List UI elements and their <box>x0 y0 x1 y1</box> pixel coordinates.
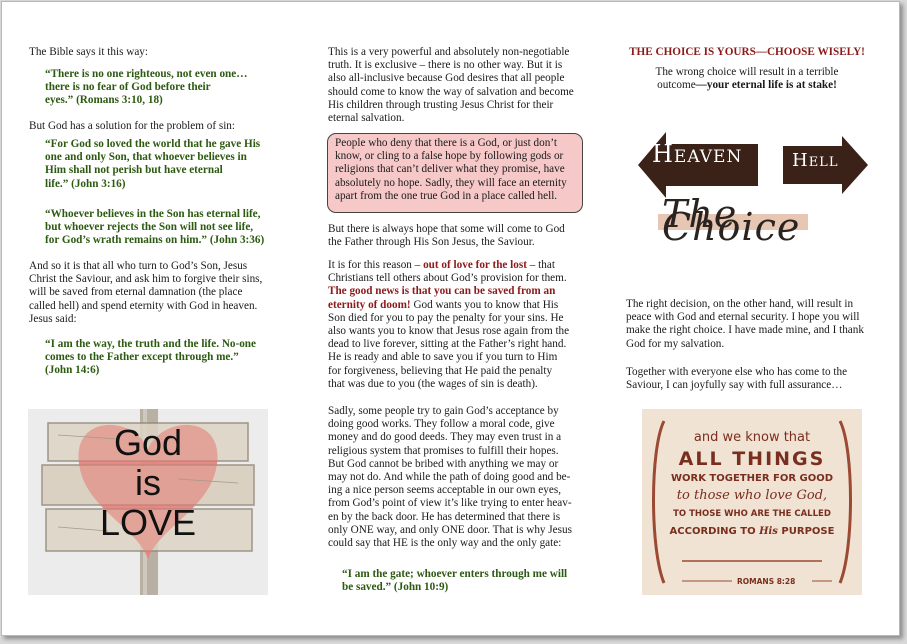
column-middle <box>302 2 602 635</box>
emphasis-good-news: The good news is that you can be saved from an <box>328 285 556 298</box>
plaque-reference: ROMANS 8:28 <box>737 577 796 586</box>
text-line <box>328 299 603 312</box>
text-run: His <box>759 526 778 537</box>
text-line: Together with everyone else who has come to the <box>626 366 848 378</box>
text-line: make the right choice. I have made mine, and I thank <box>626 324 864 337</box>
verse-line: there is no fear of God before their <box>45 81 211 94</box>
romans-8-28-plaque <box>642 409 862 595</box>
plaque-line: to those who love God, <box>676 488 828 503</box>
text-line: apart from the one true God in a place called hell. <box>335 189 558 202</box>
text-run: ACCORDING TO <box>669 526 760 537</box>
verse-romans-3 <box>45 68 285 108</box>
text-line: religious system that promises to fulfill their hopes. <box>328 444 559 457</box>
text-line: called hell) and spend eternity with God in heaven. <box>29 299 258 312</box>
text-line: could say that HE is the only way and the only gate: <box>328 537 562 550</box>
plaque-line <box>642 522 862 542</box>
text-line: God for my salvation. <box>626 337 725 350</box>
text-line: Son died for you to pay the penalty for your sins. He <box>328 311 564 324</box>
verse-line: life.” (John 3:16) <box>45 177 126 190</box>
text-line: eternal salvation. <box>328 112 405 125</box>
text-run: It is for this reason – <box>328 259 424 271</box>
sign-text <box>28 423 268 543</box>
text-line: should come to know the way of salvation and become <box>328 85 574 98</box>
the-choice-title: The Choice <box>662 192 801 250</box>
assurance-paragraph <box>626 366 896 392</box>
salvation-paragraph <box>29 260 299 326</box>
brochure-page <box>1 1 900 636</box>
verse-line: “Whoever believes in the Son has eternal life, <box>45 208 261 220</box>
solution-text: But God has a solution for the problem of sin: <box>29 120 236 132</box>
column-left <box>2 2 302 635</box>
text-run: outcome <box>657 79 696 92</box>
text-line: Sadly, some people try to gain God’s acceptance by <box>328 405 559 417</box>
text-line: may not do. And while the path of doing good and be- <box>328 471 571 484</box>
plaque-line: WORK TOGETHER FOR GOOD <box>670 473 834 484</box>
text-line: But there is always hope that some will come to God <box>328 223 565 235</box>
text-line: His children through trusting Jesus Christ for their <box>328 98 554 111</box>
text-line: He is ready and able to save you if you turn to Him <box>328 351 558 364</box>
text-line: will be saved from eternal damnation (the place <box>29 286 243 299</box>
text-line: money and do good deeds. They may even trust in a <box>328 431 562 444</box>
right-decision-paragraph <box>626 298 896 351</box>
plaque-line: ALL THINGS <box>678 448 826 470</box>
verse-line: “I am the way, the truth and the life. No-one <box>45 338 256 350</box>
text-line: for forgiveness, believing that He paid the penalty <box>328 364 553 377</box>
text-line: truth. It is exclusive – there is no other way. But it is <box>328 59 563 72</box>
emphasis-love-for-lost: out of love for the lost <box>423 259 527 271</box>
text-line: also all-inclusive because God desires that all people <box>328 72 565 85</box>
verse-john-14-6 <box>45 338 295 378</box>
text-line: also wants you to know that Jesus rose again from the <box>328 325 570 338</box>
text-line: know, or cling to a false hope by following gods or <box>335 150 564 163</box>
verse-line: one and only Son, that whoever believes in <box>45 151 247 164</box>
text-line: People who deny that there is a God, or just don’t <box>335 137 557 149</box>
text-line <box>328 259 603 272</box>
eternal-life-emphasis: —your eternal life is at stake! <box>695 79 837 92</box>
verse-line: “I am the gate; whoever enters through me will <box>342 568 568 580</box>
verse-line: Him shall not perish but have eternal <box>45 164 223 177</box>
text-run: PURPOSE <box>777 526 835 537</box>
text-line: religions that can’t deliver what they promise, have <box>335 163 565 176</box>
truth-paragraph <box>328 46 598 125</box>
text-line: the Father through His Son Jesus, the Saviour. <box>328 236 535 249</box>
verse-line: “For God so loved the world that he gave His <box>45 138 261 150</box>
sign-word: is <box>135 462 161 503</box>
plaque-line: and we know that <box>693 430 811 445</box>
text-line: The right decision, on the other hand, will result in <box>626 298 854 310</box>
heaven-label: Heaven <box>652 140 743 168</box>
text-line: only ONE way, and only ONE door. That is why Jesus <box>328 523 572 536</box>
intro-text: The Bible says it this way: <box>29 46 149 58</box>
text-line: The wrong choice will result in a terrible <box>655 66 839 78</box>
verse-line: be saved.” (John 10:9) <box>342 581 449 594</box>
text-line: Saviour, I can joyfully say with full assurance… <box>626 379 843 392</box>
warning-callout-box <box>327 133 583 213</box>
god-is-love-image <box>28 409 268 595</box>
verse-line: (John 14:6) <box>45 364 100 377</box>
wrong-choice-text <box>602 66 892 92</box>
verse-line: for God’s wrath remains on him.” (John 3:36) <box>45 234 265 247</box>
text-line: en by the back door. He has determined that there is <box>328 510 561 523</box>
verse-john-3-36 <box>45 208 300 248</box>
text-line: absolutely no hope. Sadly, they will face an eternity <box>335 176 567 189</box>
text-line: This is a very powerful and absolutely non-negotiable <box>328 46 570 58</box>
sign-word: LOVE <box>99 502 197 543</box>
verse-line: comes to the Father except through me.” <box>45 351 239 364</box>
heaven-hell-choice-graphic <box>638 132 878 272</box>
text-line: Christians tell others about God’s provision for them. <box>328 272 567 285</box>
text-line: dead to live forever, sitting at the Father’s right hand. <box>328 338 567 351</box>
hell-label: Hell <box>792 150 839 171</box>
good-news-paragraph <box>328 259 603 391</box>
emphasis-good-news: eternity of doom! <box>328 298 411 311</box>
verse-line: “There is no one righteous, not even one… <box>45 68 248 80</box>
hope-paragraph <box>328 223 598 249</box>
text-line: But God cannot be bribed with anything we may or <box>328 457 559 470</box>
text-line: Jesus said: <box>29 312 77 325</box>
plaque-text <box>642 429 862 542</box>
verse-john-3-16 <box>45 138 295 191</box>
column-right <box>602 2 899 635</box>
text-line: that was due to you (the wages of sin is death). <box>328 377 538 390</box>
text-line: peace with God and eternal security. I hope you will <box>626 311 860 324</box>
text-line: ing a nice person seems acceptable in our own eyes, <box>328 484 561 497</box>
text-run: – that <box>526 259 555 271</box>
text-line: And so it is that all who turn to God’s Son, Jesus <box>29 260 248 272</box>
sign-word: God <box>113 422 183 463</box>
verse-line: eyes.” (Romans 3:10, 18) <box>45 94 163 107</box>
text-line: Christ the Saviour, and ask him to forgive their sins, <box>29 273 263 286</box>
text-line: doing good works. They follow a moral code, give <box>328 418 555 431</box>
text-line: from God’s point of view it’s like trying to enter heav- <box>328 497 572 510</box>
good-works-paragraph <box>328 405 603 550</box>
choice-heading: THE CHOICE IS YOURS—CHOOSE WISELY! <box>629 46 865 58</box>
verse-john-10-9 <box>342 568 592 594</box>
text-run: God wants you to know that His <box>410 298 559 311</box>
plaque-line: TO THOSE WHO ARE THE CALLED <box>673 509 831 519</box>
verse-line: but whoever rejects the Son will not see life, <box>45 221 254 234</box>
text-line <box>602 79 892 92</box>
